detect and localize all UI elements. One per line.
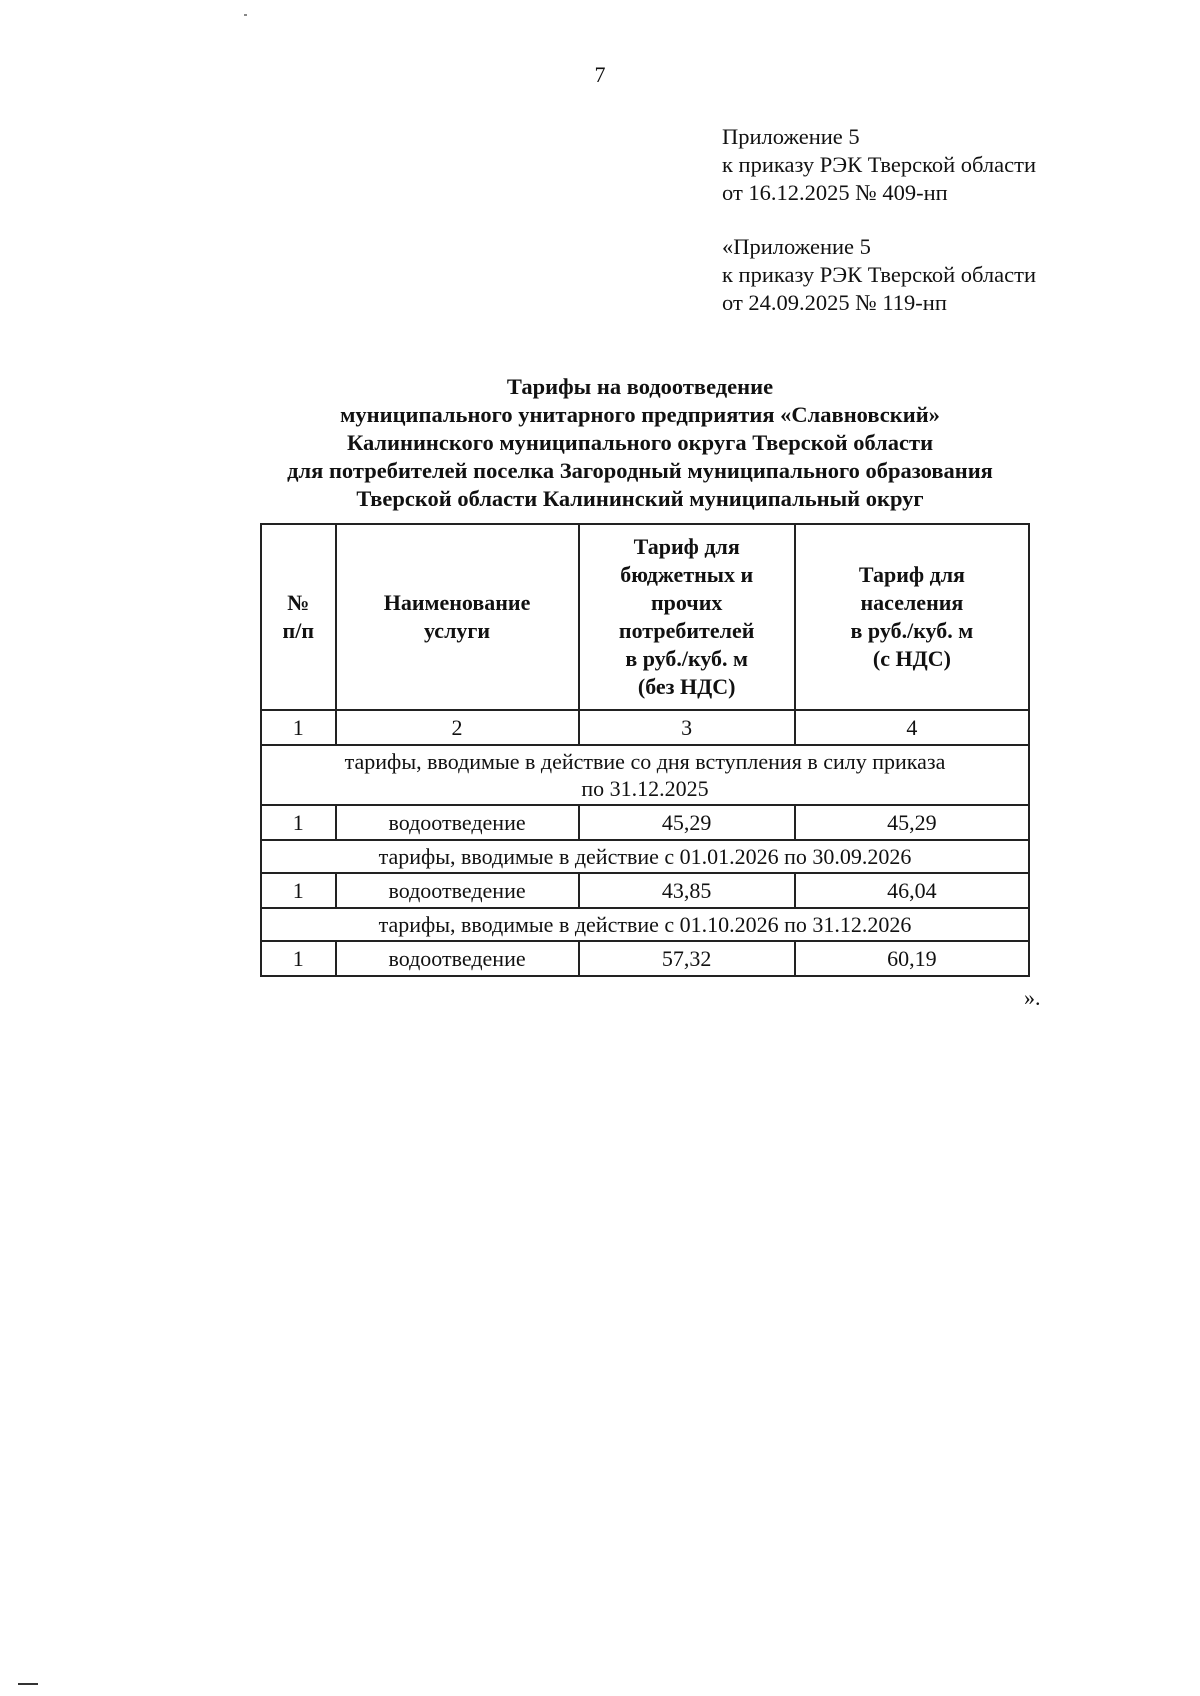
appendix-new-line1: Приложение 5 xyxy=(722,124,860,149)
row-service: водоотведение xyxy=(336,805,579,840)
table-row xyxy=(261,941,1029,976)
header-tariff-budget-line: в руб./куб. м xyxy=(625,646,749,671)
appendix-old-line2: к приказу РЭК Тверской области xyxy=(722,262,1037,287)
row-tariff-population: 60,19 xyxy=(795,941,1029,976)
header-service-line: услуги xyxy=(423,618,491,643)
header-tariff-budget-line: прочих xyxy=(650,590,723,615)
header-service-line: Наименование xyxy=(383,590,531,615)
period-label xyxy=(261,745,1029,805)
column-number: 2 xyxy=(336,710,579,745)
tariff-table xyxy=(260,523,1030,977)
header-tariff-budget-line: Тариф для xyxy=(633,534,740,559)
row-num: 1 xyxy=(261,873,336,908)
appendix-old-line3: от 24.09.2025 № 119-нп xyxy=(722,290,947,315)
header-tariff-budget-line: (без НДС) xyxy=(637,674,736,699)
table-row xyxy=(261,873,1029,908)
row-tariff-population: 46,04 xyxy=(795,873,1029,908)
column-number-row xyxy=(261,710,1029,745)
header-tariff-population-line: в руб./куб. м xyxy=(850,618,974,643)
period-row xyxy=(261,908,1029,941)
period-row xyxy=(261,745,1029,805)
header-tariff-budget xyxy=(579,524,795,710)
header-tariff-population xyxy=(795,524,1029,710)
appendix-new-line3: от 16.12.2025 № 409-нп xyxy=(722,180,948,205)
header-num-line: п/п xyxy=(282,618,314,643)
title-line1: Тарифы на водоотведение xyxy=(506,374,774,399)
page-number: 7 xyxy=(594,62,606,87)
header-tariff-budget-line: бюджетных и xyxy=(620,562,754,587)
column-number: 1 xyxy=(261,710,336,745)
title-line5: Тверской области Калининский муниципальный округ xyxy=(356,486,924,511)
document-title xyxy=(0,373,1200,513)
row-service: водоотведение xyxy=(336,873,579,908)
period-label-line1: тарифы, вводимые в действие с 01.10.2026 по 31.12.2026 xyxy=(378,912,912,937)
header-num-line: № xyxy=(287,590,310,615)
row-tariff-budget: 57,32 xyxy=(579,941,795,976)
appendix-new-line2: к приказу РЭК Тверской области xyxy=(722,152,1037,177)
column-number: 4 xyxy=(795,710,1029,745)
closing-quote-mark: ». xyxy=(1024,985,1041,1010)
scan-speck xyxy=(244,14,247,16)
title-line2: муниципального унитарного предприятия «Славновский» xyxy=(340,402,940,427)
title-line3: Калининского муниципального округа Тверской области xyxy=(346,430,934,455)
header-service xyxy=(336,524,579,710)
appendix-reference-old xyxy=(722,233,1036,317)
header-tariff-population-line: (с НДС) xyxy=(872,646,951,671)
row-num: 1 xyxy=(261,805,336,840)
table-row xyxy=(261,805,1029,840)
appendix-reference-new xyxy=(722,123,1036,207)
row-tariff-population: 45,29 xyxy=(795,805,1029,840)
appendix-old-line1: «Приложение 5 xyxy=(722,234,871,259)
row-service: водоотведение xyxy=(336,941,579,976)
header-tariff-budget-line: потребителей xyxy=(618,618,755,643)
column-number: 3 xyxy=(579,710,795,745)
scan-margin-mark xyxy=(18,1683,38,1685)
header-num xyxy=(261,524,336,710)
table-header-row xyxy=(261,524,1029,710)
row-tariff-budget: 43,85 xyxy=(579,873,795,908)
row-num: 1 xyxy=(261,941,336,976)
period-label-line1: тарифы, вводимые в действие с 01.01.2026 по 30.09.2026 xyxy=(378,844,912,869)
period-label-line1: тарифы, вводимые в действие со дня вступления в силу приказа xyxy=(344,749,946,774)
row-tariff-budget: 45,29 xyxy=(579,805,795,840)
period-label xyxy=(261,908,1029,941)
header-tariff-population-line: Тариф для xyxy=(858,562,965,587)
title-line4: для потребителей поселка Загородный муниципального образования xyxy=(287,458,993,483)
period-row xyxy=(261,840,1029,873)
period-label xyxy=(261,840,1029,873)
header-tariff-population-line: населения xyxy=(860,590,964,615)
period-label-line2: по 31.12.2025 xyxy=(581,776,709,801)
